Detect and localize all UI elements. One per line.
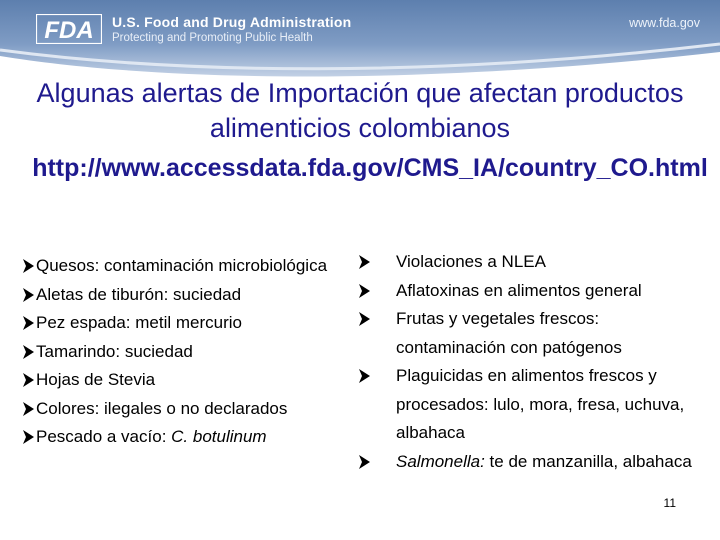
bullet-item: [358, 248, 698, 277]
arrowhead-bullet-icon: [22, 338, 36, 366]
bullet-text: Violaciones a NLEA: [396, 252, 546, 271]
left-bullet-list: [22, 252, 342, 452]
bullet-text-plain: Pescado a vacío:: [36, 427, 172, 446]
bullet-item: [358, 362, 698, 448]
header-banner: [0, 0, 720, 80]
bullet-item: [358, 277, 698, 306]
bullet-item: [358, 448, 698, 477]
bullet-item: [22, 338, 342, 367]
bullet-text-italic: Salmonella:: [396, 451, 485, 471]
arrowhead-bullet-icon: [358, 448, 372, 476]
bullet-text: Frutas y vegetales frescos: contaminación con patógenos: [396, 309, 622, 357]
bullet-item: [358, 305, 698, 362]
bullet-item: [22, 309, 342, 338]
arrowhead-bullet-icon: [22, 423, 36, 451]
bullet-text: Quesos: contaminación microbiológica: [36, 256, 328, 275]
arrowhead-bullet-icon: [22, 309, 36, 337]
bullet-text: Colores: ilegales o no declarados: [36, 398, 288, 418]
site-url[interactable]: www.fda.gov: [629, 16, 700, 30]
bullet-text: Tamarindo: suciedad: [36, 341, 193, 361]
fda-logo-text: FDA: [44, 17, 94, 44]
fda-logo: [36, 14, 102, 44]
arrowhead-bullet-icon: [22, 366, 36, 394]
bullet-text-plain: te de manzanilla, albahaca: [484, 451, 692, 471]
arrowhead-bullet-icon: [358, 305, 372, 333]
bullet-text: Aletas de tiburón: suciedad: [36, 284, 242, 304]
bullet-text: [396, 448, 698, 477]
bullet-item: [22, 281, 342, 310]
bullet-item: [22, 395, 342, 424]
page-number: 11: [663, 496, 676, 510]
arrowhead-bullet-icon: [358, 277, 372, 305]
arrowhead-bullet-icon: [358, 362, 372, 390]
banner-wave-decoration: [0, 0, 720, 80]
right-bullet-list: [358, 248, 698, 476]
bullet-item: [22, 366, 342, 395]
agency-tagline: Protecting and Promoting Public Health: [112, 32, 313, 44]
slide-title: Algunas alertas de Importación que afectan productos alimenticios colombianos: [36, 78, 684, 143]
bullet-item: [22, 423, 342, 452]
bullet-text: Hojas de Stevia: [36, 370, 156, 389]
agency-name: U.S. Food and Drug Administration: [112, 14, 352, 30]
bullet-text: Aflatoxinas en alimentos general: [396, 280, 642, 300]
bullet-text: Pez espada: metil mercurio: [36, 313, 242, 332]
bullet-text: Plaguicidas en alimentos frescos y procesados: lulo, mora, fresa, uchuva, albahaca: [396, 366, 685, 442]
import-alerts-url[interactable]: http://www.accessdata.fda.gov/CMS_IA/country_CO.html: [32, 154, 708, 182]
bullet-text: [36, 423, 342, 452]
arrowhead-bullet-icon: [358, 248, 372, 276]
arrowhead-bullet-icon: [22, 252, 36, 280]
bullet-text-italic: C. botulinum: [171, 427, 267, 446]
bullet-item: [22, 252, 342, 281]
arrowhead-bullet-icon: [22, 395, 36, 423]
arrowhead-bullet-icon: [22, 281, 36, 309]
